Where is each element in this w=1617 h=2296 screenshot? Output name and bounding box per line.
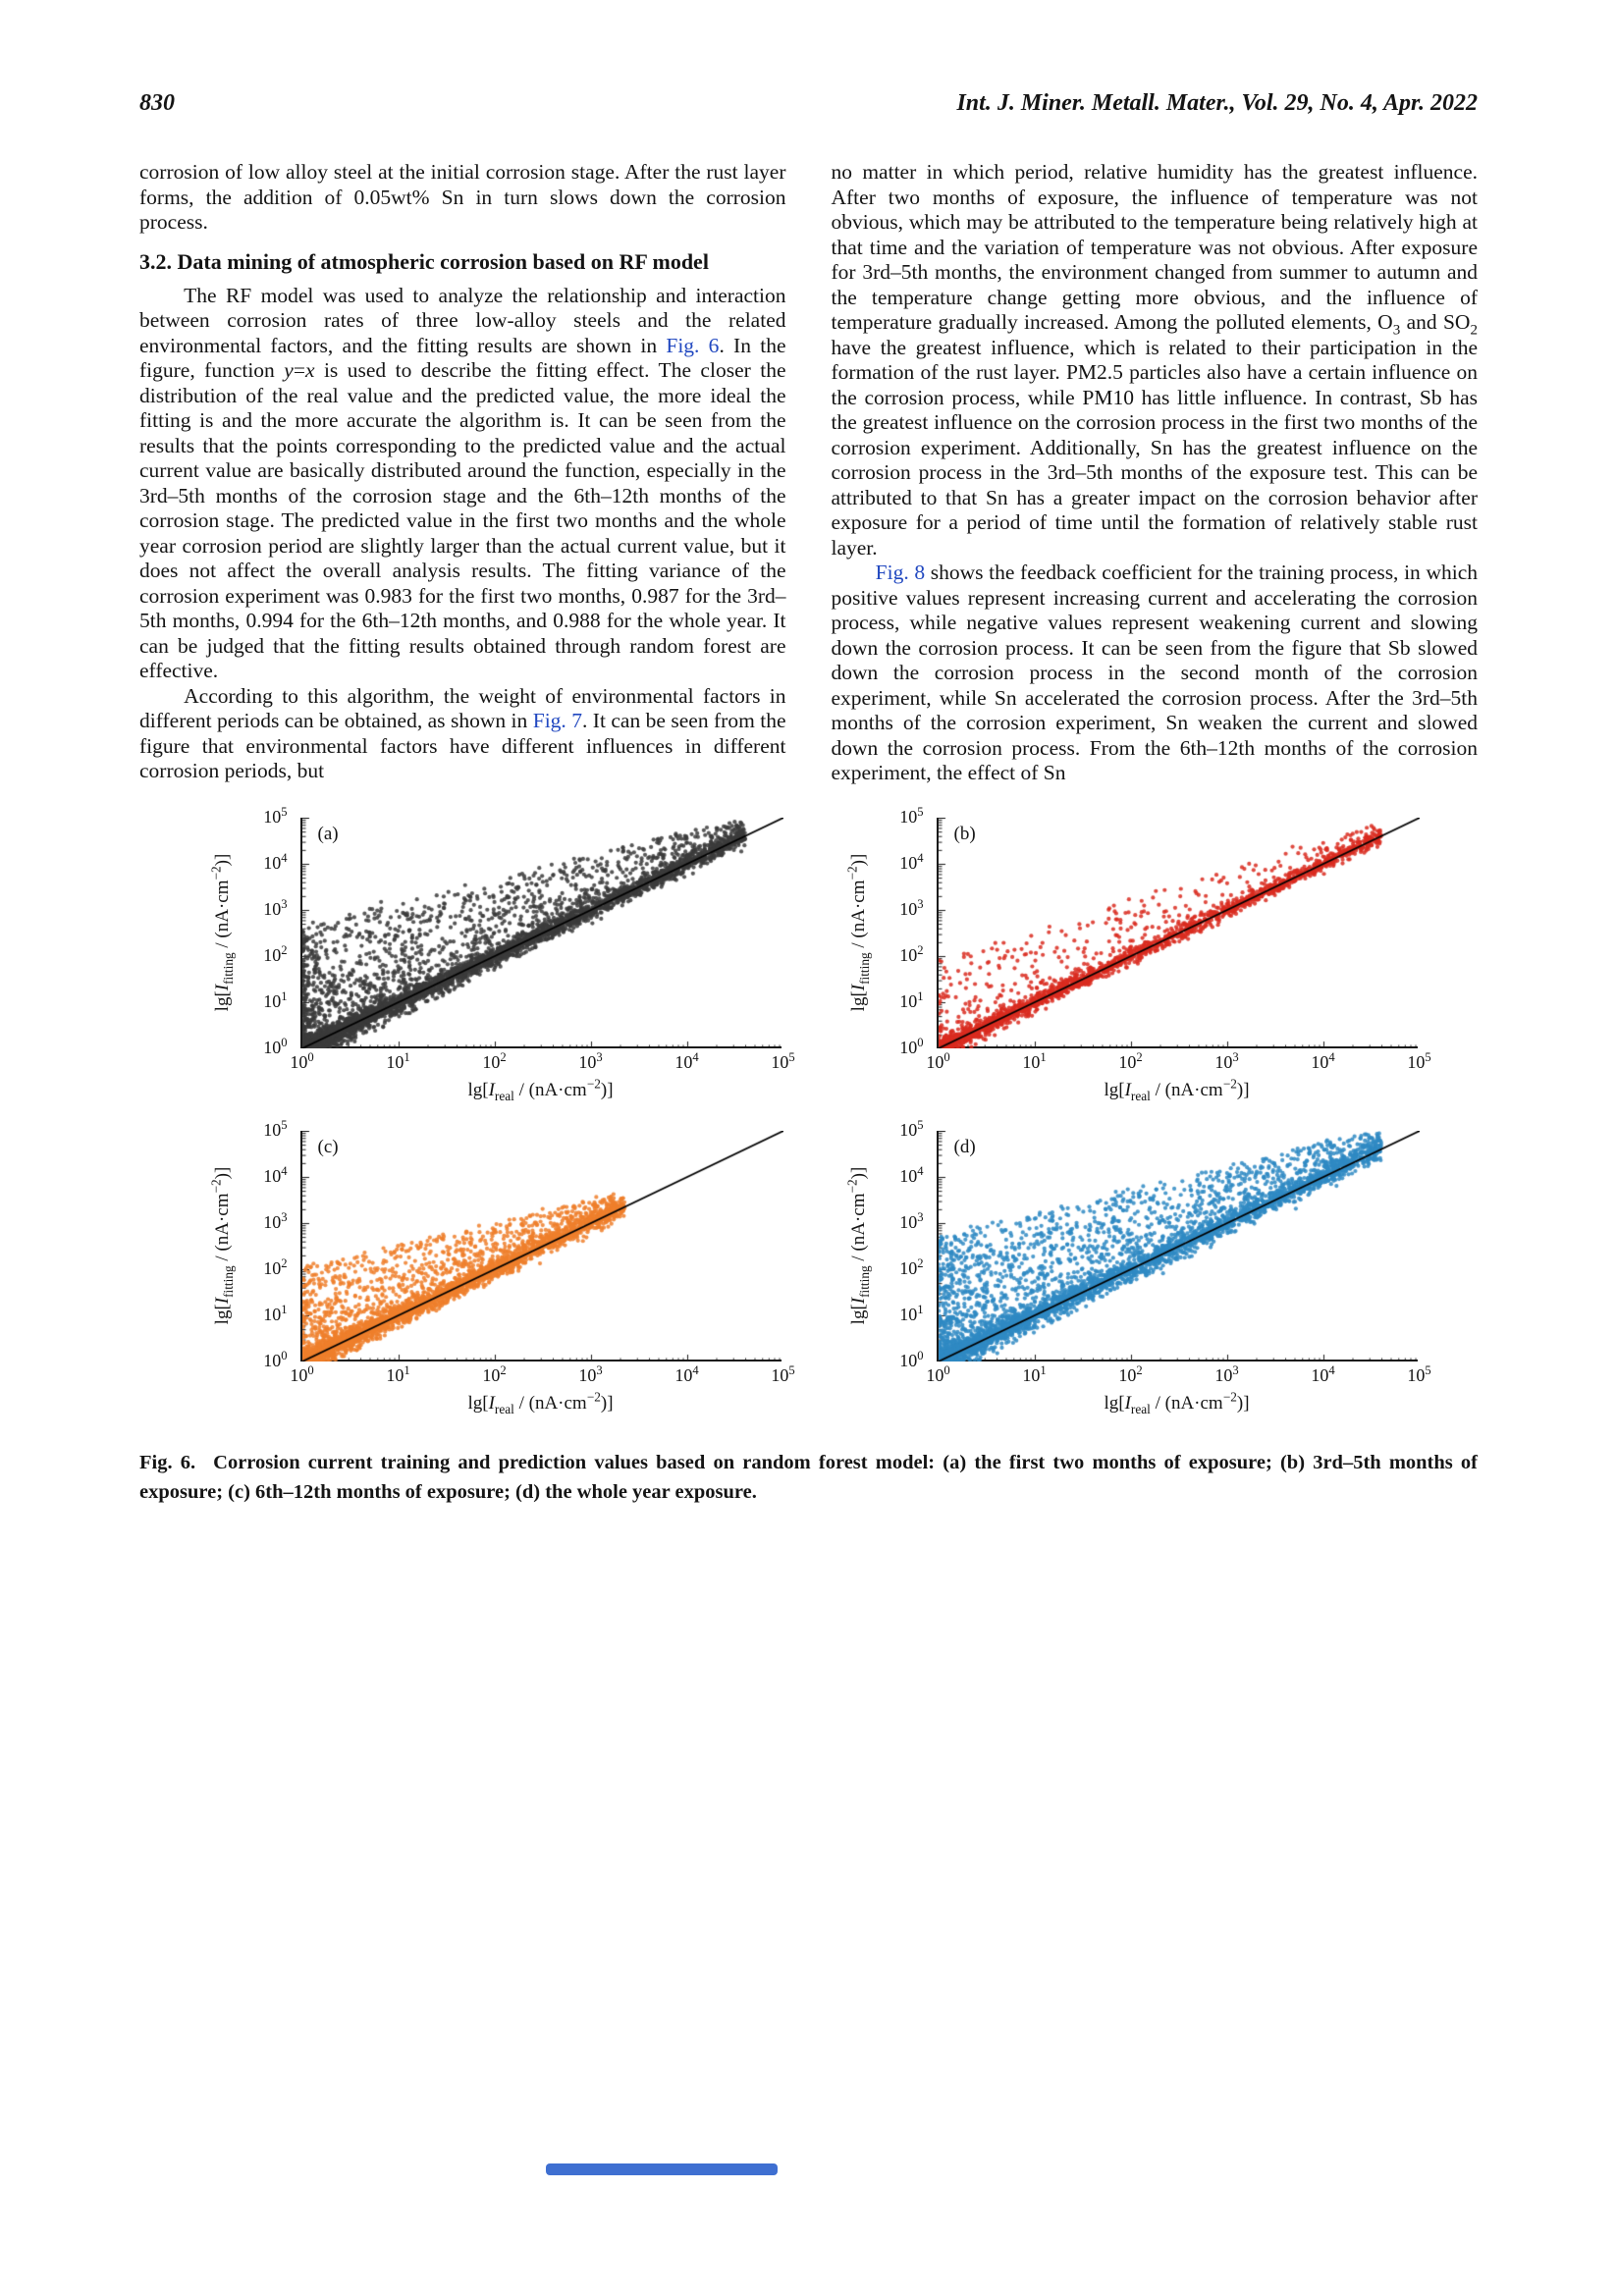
y-axis-label	[200, 1131, 245, 1362]
x-tick-label: $10^5$	[771, 1362, 795, 1385]
axis-label-text: )]	[600, 1079, 614, 1100]
x-tick-exponent: 0	[307, 1362, 314, 1377]
x-tick-label: $10^0$	[290, 1362, 314, 1385]
y-tick-exponent: 4	[281, 850, 288, 865]
x-tick-label: $10^1$	[1022, 1362, 1047, 1385]
axis-label-text: lg[	[467, 1392, 489, 1414]
axis-label-symbol: I	[847, 1297, 869, 1305]
scatter-canvas-c	[302, 1131, 783, 1362]
y-tick-label: $10^3$	[899, 896, 924, 919]
y-tick-label: $10^5$	[899, 804, 924, 827]
y-axis-label-text	[844, 1166, 872, 1325]
x-axis-label	[300, 1076, 782, 1103]
y-tick-label: $10^0$	[263, 1348, 288, 1370]
x-tick-label: $10^3$	[1214, 1362, 1239, 1385]
y-axis-label	[836, 818, 882, 1048]
scatter-canvas-d	[939, 1131, 1420, 1362]
scatter-panel-b	[836, 804, 1431, 1103]
x-tick-label: $10^1$	[386, 1362, 410, 1385]
axis-label-exponent: −2	[208, 866, 224, 881]
x-axis-label	[300, 1389, 782, 1416]
y-tick-label: $10^1$	[899, 1302, 924, 1324]
axis-label-text: lg[	[211, 990, 233, 1012]
y-tick-exponent: 2	[917, 1255, 924, 1270]
figure-grid	[139, 804, 1478, 1416]
y-tick-exponent: 2	[917, 942, 924, 957]
y-tick-label: $10^2$	[263, 1255, 288, 1278]
x-tick-label: $10^5$	[771, 1049, 795, 1072]
paragraph	[139, 684, 786, 784]
x-tick-label: $10^0$	[926, 1362, 950, 1385]
text-run: 3.2. Data mining of atmospheric corrosion based on RF model	[139, 248, 709, 274]
x-tick-label: $10^3$	[578, 1362, 603, 1385]
x-tick-label: $10^4$	[674, 1049, 699, 1072]
plot-area-d	[899, 1117, 1431, 1385]
y-tick-exponent: 4	[281, 1163, 288, 1178]
y-tick-exponent: 0	[917, 1035, 924, 1049]
plot-area-b	[899, 804, 1431, 1072]
scatter-canvas-b	[939, 818, 1420, 1048]
panel-label-d: (d)	[953, 1136, 976, 1157]
x-tick-exponent: 3	[596, 1049, 603, 1064]
scatter-panel-c	[200, 1117, 795, 1416]
x-tick-label: $10^2$	[482, 1362, 507, 1385]
y-tick-label: $10^0$	[899, 1035, 924, 1057]
axis-label-text: lg[	[1104, 1392, 1125, 1414]
panel-label-a: (a)	[317, 823, 339, 844]
x-tick-label: $10^5$	[1407, 1049, 1431, 1072]
x-tick-label: $10^0$	[926, 1049, 950, 1072]
figure-caption-text: Corrosion current training and prediction values based on random forest model: (a) the first two months of exposure; (b) 3rd–5th months of exposure; (c) 6th–12th months of exposure; (d) the whole year exposure.	[139, 1451, 1479, 1503]
y-tick-label: $10^4$	[899, 1163, 924, 1186]
x-tick-label: $10^4$	[1311, 1362, 1335, 1385]
axis-label-text: )]	[1236, 1079, 1250, 1100]
text-run: shows the feedback coefficient for the training process, in which positive values represent increasing current and accelerating the corrosion process, while negative values represent weakening current and slowing down the corrosion process. It can be seen from the figure that Sb slowed down the corrosion process in the second month of the corrosion experiment, while Sn accelerated the corrosion process. After the 3rd–5th months of the corrosion experiment, Sn weaken the current and slowed down the corrosion process. From the 6th–12th months of the corrosion experiment, the effect of Sn	[831, 561, 1478, 784]
x-tick-label: $10^0$	[290, 1049, 314, 1072]
y-tick-exponent: 3	[917, 1209, 924, 1224]
bottom-blue-bar	[546, 2163, 778, 2175]
y-axis-label-text	[208, 853, 236, 1012]
axis-label-symbol: I	[211, 1297, 233, 1305]
x-tick-exponent: 5	[788, 1362, 795, 1377]
y-tick-label: $10^4$	[263, 850, 288, 873]
y-tick-label: $10^2$	[263, 942, 288, 965]
axis-label-text: )]	[211, 1166, 233, 1180]
y-tick-label: $10^1$	[263, 988, 288, 1011]
x-tick-exponent: 0	[307, 1049, 314, 1064]
journal-title: Int. J. Miner. Metall. Mater., Vol. 29, No. 4, Apr. 2022	[956, 90, 1478, 116]
axis-label-text: / (nA·cm	[1150, 1392, 1223, 1414]
paragraph	[832, 561, 1479, 786]
axis-label-subscript: real	[1130, 1088, 1151, 1103]
x-tick-exponent: 2	[1136, 1362, 1143, 1377]
y-tick-label: $10^1$	[263, 1302, 288, 1324]
axis-label-text: / (nA·cm	[1150, 1079, 1223, 1100]
text-run: . In the figure, function	[139, 333, 786, 382]
plot-area-a	[263, 804, 795, 1072]
axis-label-text: lg[	[847, 1304, 869, 1325]
axis-label-subscript: fitting	[220, 952, 236, 985]
math-variable: y	[284, 358, 294, 382]
panel-label-c: (c)	[317, 1136, 339, 1157]
axis-label-text: / (nA·cm	[847, 1193, 869, 1266]
x-tick-exponent: 0	[943, 1049, 950, 1064]
x-axis-label	[937, 1389, 1418, 1416]
x-tick-label: $10^1$	[386, 1049, 410, 1072]
y-tick-label: $10^5$	[263, 804, 288, 827]
y-tick-label: $10^3$	[263, 1209, 288, 1232]
x-tick-exponent: 1	[404, 1362, 410, 1377]
axis-label-text: )]	[847, 1166, 869, 1180]
plot-column	[245, 1117, 795, 1416]
x-tick-exponent: 2	[500, 1362, 507, 1377]
x-tick-label: $10^5$	[1407, 1362, 1431, 1385]
x-tick-exponent: 2	[500, 1049, 507, 1064]
axis-label-text: / (nA·cm	[211, 880, 233, 953]
y-tick-exponent: 1	[917, 988, 924, 1003]
x-tick-exponent: 1	[404, 1049, 410, 1064]
scatter-panel-a	[200, 804, 795, 1103]
axis-label-subscript: fitting	[856, 952, 872, 985]
x-tick-label: $10^4$	[1311, 1049, 1335, 1072]
axis-label-exponent: −2	[586, 1389, 601, 1405]
x-tick-label: $10^1$	[1022, 1049, 1047, 1072]
axis-label-exponent: −2	[844, 866, 860, 881]
y-tick-exponent: 4	[917, 1163, 924, 1178]
x-tick-exponent: 5	[1425, 1362, 1431, 1377]
figure-caption	[139, 1448, 1478, 1507]
y-tick-label: $10^1$	[899, 988, 924, 1011]
axis-label-exponent: −2	[844, 1179, 860, 1194]
figure-reference-link[interactable]: Fig. 6	[666, 333, 720, 357]
x-tick-exponent: 1	[1040, 1362, 1047, 1377]
figure-reference-link[interactable]: Fig. 8	[875, 561, 926, 584]
axis-label-text: lg[	[467, 1079, 489, 1100]
x-tick-label: $10^4$	[674, 1362, 699, 1385]
y-tick-exponent: 5	[281, 1117, 288, 1132]
scatter-panel-d	[836, 1117, 1431, 1416]
x-tick-label: $10^3$	[1214, 1049, 1239, 1072]
y-tick-exponent: 3	[281, 1209, 288, 1224]
panel-label-b: (b)	[953, 823, 976, 844]
figure-reference-link[interactable]: Fig. 7	[532, 709, 582, 732]
x-tick-exponent: 4	[692, 1362, 699, 1377]
text-columns	[139, 160, 1478, 786]
x-axis-label	[937, 1076, 1418, 1103]
y-tick-label: $10^2$	[899, 1255, 924, 1278]
page-header	[139, 90, 1478, 117]
axis-label-text: )]	[1236, 1392, 1250, 1414]
section-heading	[139, 248, 786, 275]
axis-label-exponent: −2	[1222, 1076, 1237, 1092]
axis-label-symbol: I	[211, 984, 233, 991]
axis-label-subscript: real	[1130, 1401, 1151, 1416]
y-tick-exponent: 3	[917, 896, 924, 911]
text-run: The RF model was used to analyze the relationship and interaction between corrosion rates of three low-alloy steels and the related environmental factors, and the fitting results are shown in	[139, 283, 786, 357]
text-run: =	[293, 358, 305, 382]
x-tick-exponent: 5	[788, 1049, 795, 1064]
axis-label-text: lg[	[847, 990, 869, 1012]
y-tick-exponent: 5	[917, 1117, 924, 1132]
x-tick-label: $10^2$	[1118, 1362, 1143, 1385]
plot-column	[245, 804, 795, 1103]
y-tick-exponent: 2	[281, 942, 288, 957]
y-axis-label	[200, 818, 245, 1048]
text-run: . It can be seen from the figure that environmental factors have different influences in different corrosion periods, but	[139, 709, 786, 782]
x-tick-exponent: 4	[1328, 1049, 1335, 1064]
y-axis-label	[836, 1131, 882, 1362]
paragraph	[139, 160, 786, 236]
y-tick-exponent: 5	[917, 804, 924, 819]
axis-label-text: lg[	[211, 1304, 233, 1325]
y-tick-exponent: 0	[281, 1348, 288, 1362]
y-tick-exponent: 4	[917, 850, 924, 865]
x-tick-exponent: 2	[1136, 1049, 1143, 1064]
y-tick-label: $10^5$	[263, 1117, 288, 1140]
y-tick-exponent: 5	[281, 804, 288, 819]
math-variable: x	[304, 358, 315, 382]
text-run: and SO	[1400, 310, 1471, 334]
left-column	[139, 160, 786, 786]
axis-label-symbol: I	[1124, 1079, 1131, 1100]
x-tick-label: $10^2$	[1118, 1049, 1143, 1072]
axis-label-text: )]	[600, 1392, 614, 1414]
text-run: corrosion of low alloy steel at the initial corrosion stage. After the rust layer forms, the addition of 0.05wt% Sn in turn slows down the corrosion process.	[139, 160, 786, 234]
y-axis-label-text	[208, 1166, 236, 1325]
text-run: no matter in which period, relative humidity has the greatest influence. After two months of exposure, the influence of temperature was not obvious, which may be attributed to the temperature being relatively high at that time and the variation of temperature was not obvious. After exposure for 3rd–5th months, the environment changed from summer to autumn and the temperature change getting more obvious, and the influence of temperature gradually increased. Among the polluted elements, O	[831, 160, 1478, 334]
axis-label-text: lg[	[1104, 1079, 1125, 1100]
x-tick-exponent: 5	[1425, 1049, 1431, 1064]
y-tick-label: $10^5$	[899, 1117, 924, 1140]
axis-label-symbol: I	[488, 1392, 495, 1414]
page-number: 830	[139, 90, 175, 116]
x-tick-exponent: 3	[1232, 1362, 1239, 1377]
axis-label-symbol: I	[847, 984, 869, 991]
scatter-canvas-a	[302, 818, 783, 1048]
axis-label-subscript: fitting	[220, 1265, 236, 1298]
x-tick-exponent: 4	[1328, 1362, 1335, 1377]
axis-label-text: )]	[847, 853, 869, 867]
y-tick-label: $10^3$	[263, 896, 288, 919]
right-column	[832, 160, 1479, 786]
plot-column	[882, 1117, 1431, 1416]
y-tick-exponent: 3	[281, 896, 288, 911]
text-run: According to this algorithm, the weight of environmental factors in different periods can be obtained, as shown in	[139, 683, 786, 732]
axis-label-exponent: −2	[586, 1076, 601, 1092]
x-tick-exponent: 0	[943, 1362, 950, 1377]
text-run: have the greatest influence, which is related to their participation in the formation of the rust layer. PM2.5 particles also have a certain influence on the corrosion process, while PM10 has little influence. In contrast, Sb has the greatest influence on the corrosion process in the first two months of the corrosion experiment. Additionally, Sn has the greatest influence on the corrosion process in the 3rd–5th months of the exposure test. This can be attributed to that Sn has a greater impact on the corrosion behavior after exposure for a period of time until the formation of relatively stable rust layer.	[831, 335, 1478, 560]
x-tick-label: $10^3$	[578, 1049, 603, 1072]
x-tick-exponent: 3	[1232, 1049, 1239, 1064]
axis-label-subscript: real	[494, 1401, 514, 1416]
x-tick-exponent: 4	[692, 1049, 699, 1064]
y-tick-exponent: 0	[917, 1348, 924, 1362]
axis-label-text: )]	[211, 853, 233, 867]
axis-label-text: / (nA·cm	[513, 1392, 587, 1414]
chemical-subscript: 3	[1392, 322, 1401, 339]
axis-label-text: / (nA·cm	[513, 1079, 587, 1100]
axis-label-exponent: −2	[1222, 1389, 1237, 1405]
chemical-subscript: 2	[1470, 322, 1478, 339]
y-tick-exponent: 1	[281, 1302, 288, 1316]
y-tick-label: $10^4$	[899, 850, 924, 873]
y-tick-exponent: 2	[281, 1255, 288, 1270]
paragraph	[832, 160, 1479, 561]
plot-column	[882, 804, 1431, 1103]
y-tick-exponent: 1	[917, 1302, 924, 1316]
axis-label-symbol: I	[488, 1079, 495, 1100]
axis-label-subscript: real	[494, 1088, 514, 1103]
x-tick-exponent: 1	[1040, 1049, 1047, 1064]
axis-label-exponent: −2	[208, 1179, 224, 1194]
y-tick-label: $10^0$	[899, 1348, 924, 1370]
axis-label-text: / (nA·cm	[847, 880, 869, 953]
axis-label-symbol: I	[1124, 1392, 1131, 1414]
y-tick-label: $10^0$	[263, 1035, 288, 1057]
figure-caption-label: Fig. 6.	[139, 1451, 196, 1473]
y-tick-label: $10^3$	[899, 1209, 924, 1232]
x-tick-label: $10^2$	[482, 1049, 507, 1072]
y-tick-exponent: 1	[281, 988, 288, 1003]
axis-label-text: / (nA·cm	[211, 1193, 233, 1266]
y-tick-label: $10^2$	[899, 942, 924, 965]
y-tick-label: $10^4$	[263, 1163, 288, 1186]
figure-6	[139, 804, 1479, 1507]
x-tick-exponent: 3	[596, 1362, 603, 1377]
y-axis-label-text	[844, 853, 872, 1012]
paragraph	[139, 284, 786, 684]
plot-area-c	[263, 1117, 795, 1385]
text-run: is used to describe the fitting effect. The closer the distribution of the real value and the predicted value, the more ideal the fitting is and the more accurate the algorithm is. It can be seen from the results that the points corresponding to the predicted value and the actual current value are basically distributed around the function, especially in the 3rd–5th months of the corrosion stage and the 6th–12th months of the corrosion stage. The predicted value in the first two months and the whole year corrosion period are slightly larger than the actual current value, but it does not affect the overall analysis results. The fitting variance of the corrosion experiment was 0.983 for the first two months, 0.987 for the 3rd–5th months, 0.994 for the 6th–12th months, and 0.988 for the whole year. It can be judged that the fitting results obtained through random forest are effective.	[139, 358, 786, 682]
y-tick-exponent: 0	[281, 1035, 288, 1049]
axis-label-subscript: fitting	[856, 1265, 872, 1298]
